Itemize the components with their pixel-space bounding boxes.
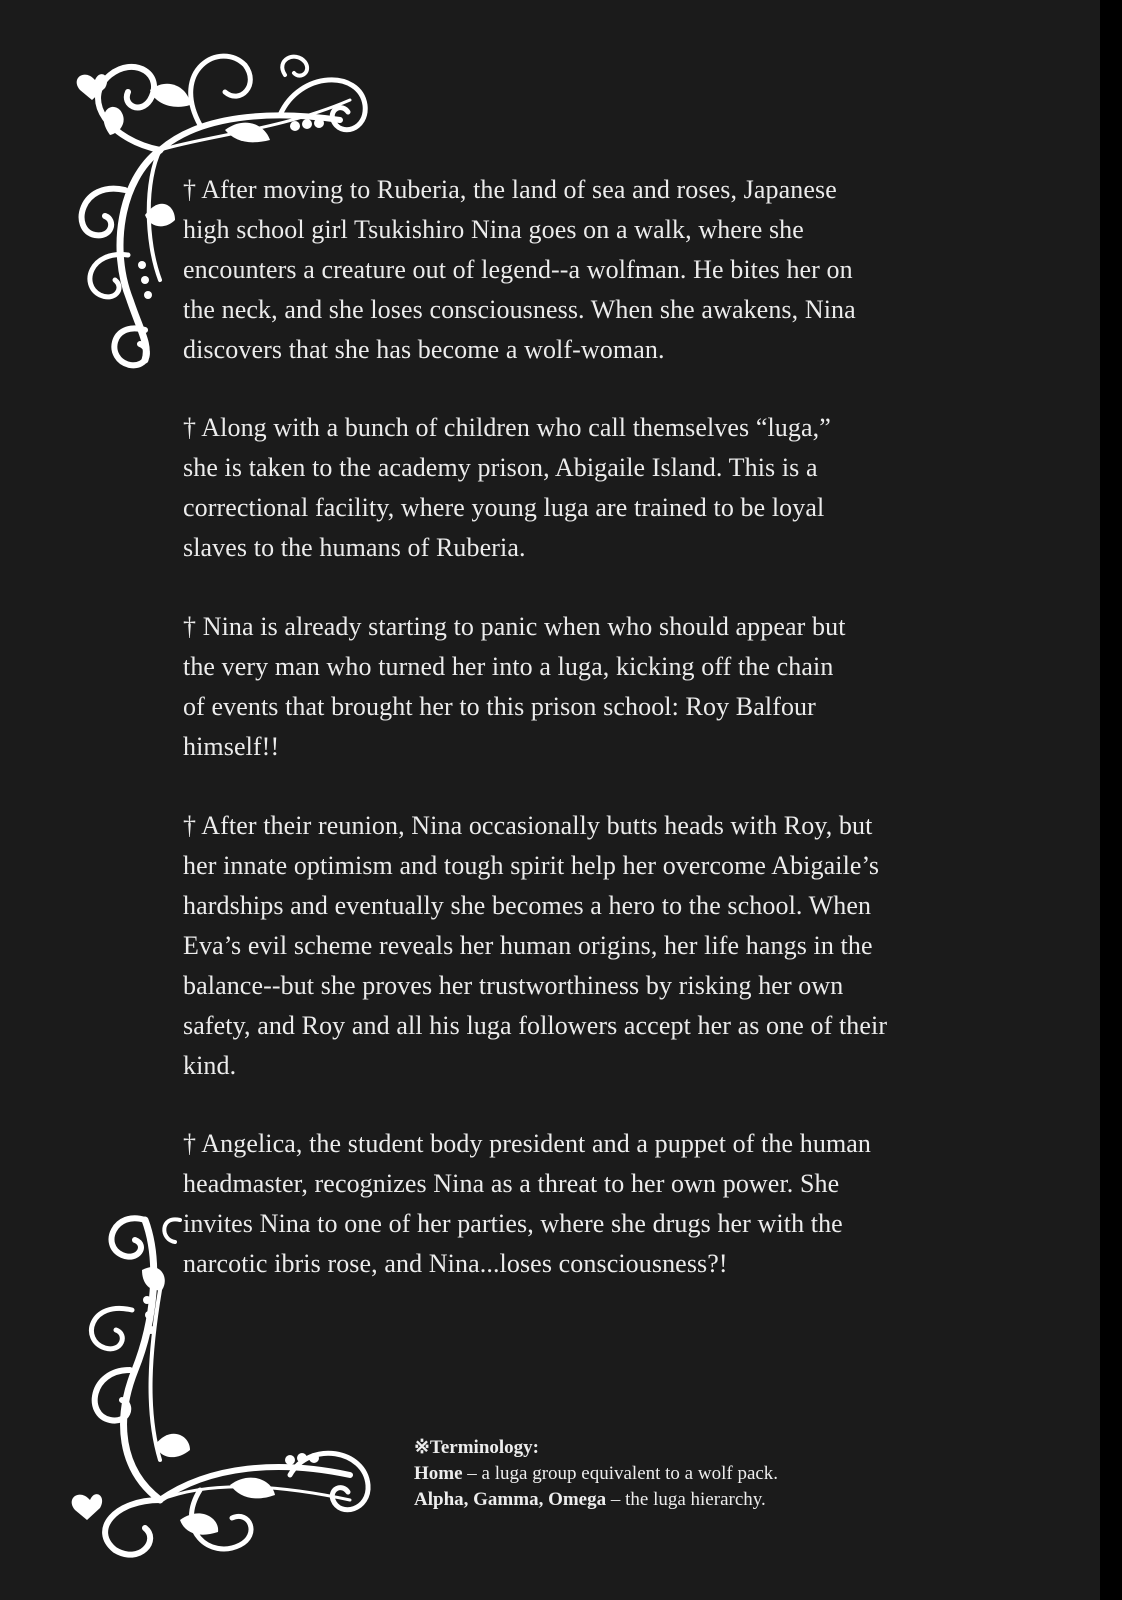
- paragraph-line: headmaster, recognizes Nina as a threat to her own power. She: [183, 1169, 840, 1198]
- paragraph-line: hardships and eventually she becomes a hero to the school. When: [183, 891, 872, 920]
- paragraph-line: high school girl Tsukishiro Nina goes on a walk, where she: [183, 215, 804, 244]
- term-hierarchy: Alpha, Gamma, Omega: [414, 1489, 607, 1510]
- paragraph-line: encounters a creature out of legend--a wolfman. He bites her on: [183, 255, 853, 284]
- terminology-heading-text: ※Terminology:: [414, 1437, 539, 1458]
- term-home: Home: [414, 1463, 463, 1484]
- paragraph-line: narcotic ibris rose, and Nina...loses consciousness?!: [183, 1249, 728, 1278]
- summary-paragraph-2: [183, 408, 1003, 568]
- paragraph-line: invites Nina to one of her parties, where she drugs her with the: [183, 1209, 843, 1238]
- paragraph-line: † Angelica, the student body president and a puppet of the human: [183, 1129, 872, 1158]
- term-hierarchy-definition: – the luga hierarchy.: [606, 1489, 766, 1510]
- summary-paragraph-4: [183, 806, 1003, 1086]
- paragraph-line: † Along with a bunch of children who call themselves “luga,”: [183, 413, 831, 442]
- terminology-heading: [414, 1435, 778, 1461]
- paragraph-line: himself!!: [183, 732, 280, 761]
- paragraph-line: correctional facility, where young luga are trained to be loyal: [183, 493, 825, 522]
- paragraph-line: † After moving to Ruberia, the land of sea and roses, Japanese: [183, 175, 837, 204]
- paragraph-line: slaves to the humans of Ruberia.: [183, 533, 526, 562]
- paragraph-line: the neck, and she loses consciousness. When she awakens, Nina: [183, 295, 856, 324]
- paragraph-line: of events that brought her to this prison school: Roy Balfour: [183, 692, 816, 721]
- summary-paragraph-1: [183, 170, 1003, 370]
- paragraph-line: balance--but she proves her trustworthiness by risking her own: [183, 971, 844, 1000]
- summary-paragraph-5: [183, 1124, 1003, 1284]
- paragraph-line: she is taken to the academy prison, Abigaile Island. This is a: [183, 453, 818, 482]
- terminology-notes: [414, 1435, 778, 1513]
- paragraph-line: discovers that she has become a wolf-woman.: [183, 335, 665, 364]
- paragraph-line: safety, and Roy and all his luga followers accept her as one of their: [183, 1011, 888, 1040]
- terminology-entry: [414, 1487, 778, 1513]
- paragraph-line: the very man who turned her into a luga, kicking off the chain: [183, 652, 834, 681]
- paragraph-line: her innate optimism and tough spirit help her overcome Abigaile’s: [183, 851, 880, 880]
- summary-paragraph-3: [183, 607, 1003, 767]
- paragraph-line: † Nina is already starting to panic when who should appear but: [183, 612, 846, 641]
- paragraph-line: † After their reunion, Nina occasionally butts heads with Roy, but: [183, 811, 873, 840]
- term-home-definition: – a luga group equivalent to a wolf pack.: [462, 1463, 779, 1484]
- terminology-entry: [414, 1461, 778, 1487]
- paragraph-line: kind.: [183, 1051, 237, 1080]
- paragraph-line: Eva’s evil scheme reveals her human origins, her life hangs in the: [183, 931, 873, 960]
